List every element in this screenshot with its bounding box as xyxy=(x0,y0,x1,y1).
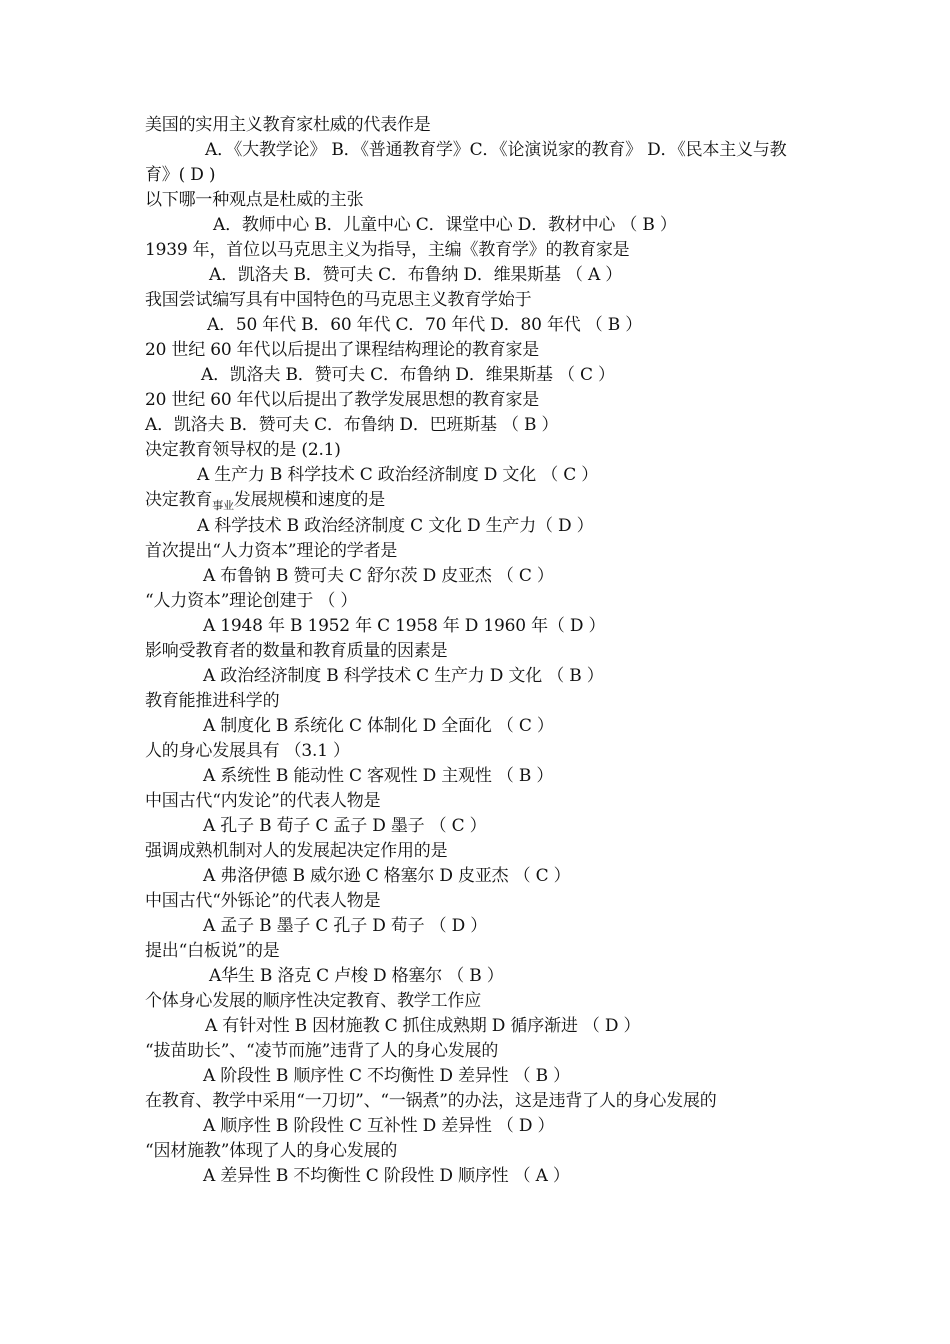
question-text: 美国的实用主义教育家杜威的代表作是 xyxy=(145,115,431,135)
question-item xyxy=(145,488,810,539)
question-text: 20 世纪 60 年代以后提出了课程结构理论的教育家是 xyxy=(145,340,540,360)
question-text: “因材施教”体现了人的身心发展的 xyxy=(145,1141,398,1161)
question-text: 个体身心发展的顺序性决定教育、教学工作应 xyxy=(145,991,481,1011)
answer-options: A 孟子 B 墨子 C 孔子 D 荀子 （ D ） xyxy=(203,916,488,936)
question-item xyxy=(145,288,810,338)
question-text: 影响受教育者的数量和教育质量的因素是 xyxy=(145,641,448,661)
question-text-part: 发展规模和速度的是 xyxy=(233,490,386,510)
answer-options: A 孔子 B 荀子 C 孟子 D 墨子 （ C ） xyxy=(203,816,487,836)
answer-options: A 布鲁钠 B 赞可夫 C 舒尔茨 D 皮亚杰 （ C ） xyxy=(203,566,554,586)
answer-options: A 1948 年 B 1952 年 C 1958 年 D 1960 年（ D ） xyxy=(203,616,606,636)
answer-options: A 政治经济制度 B 科学技术 C 生产力 D 文化 （ B ） xyxy=(203,666,604,686)
question-item xyxy=(145,739,810,789)
question-item xyxy=(145,939,810,989)
answer-options: A华生 B 洛克 C 卢梭 D 格塞尔 （ B ） xyxy=(209,966,504,986)
question-text: 20 世纪 60 年代以后提出了教学发展思想的教育家是 xyxy=(145,390,540,410)
question-item xyxy=(145,238,810,288)
question-item xyxy=(145,639,810,689)
question-text: “拔苗助长”、“凌节而施”违背了人的身心发展的 xyxy=(145,1041,499,1061)
question-item xyxy=(145,539,810,589)
question-text: 1939 年，首位以马克思主义为指导，主编《教育学》的教育家是 xyxy=(145,240,630,260)
question-text: 决定教育领导权的是 (2.1) xyxy=(145,440,341,460)
question-text: 以下哪一种观点是杜威的主张 xyxy=(145,190,364,210)
question-text: 强调成熟机制对人的发展起决定作用的是 xyxy=(145,841,448,861)
question-item xyxy=(145,188,810,238)
question-item xyxy=(145,1039,810,1089)
answer-options: A 有针对性 B 因材施教 C 抓住成熟期 D 循序渐进 （ D ） xyxy=(205,1016,641,1036)
question-item xyxy=(145,1139,810,1189)
question-item xyxy=(145,438,810,488)
answer-options: A 系统性 B 能动性 C 客观性 D 主观性 （ B ） xyxy=(203,766,554,786)
answer-options: A 科学技术 B 政治经济制度 C 文化 D 生产力（ D ） xyxy=(197,516,594,536)
question-list xyxy=(145,113,810,1189)
question-text-part: 决定教育 xyxy=(145,490,213,510)
answer-options: A．凯洛夫 B．赞可夫 C．布鲁纳 D．维果斯基 （ A ） xyxy=(209,265,623,285)
answer-options: A．凯洛夫 B．赞可夫 C．布鲁纳 D．巴班斯基 （ B ） xyxy=(145,415,559,435)
question-item xyxy=(145,589,810,639)
question-text: 在教育、教学中采用“一刀切”、“一锅煮”的办法，这是违背了人的身心发展的 xyxy=(145,1091,717,1111)
answer-options: A 差异性 B 不均衡性 C 阶段性 D 顺序性 （ A ） xyxy=(203,1166,570,1186)
question-subscript: 事业 xyxy=(212,499,234,512)
answer-options: A 生产力 B 科学技术 C 政治经济制度 D 文化 （ C ） xyxy=(197,465,599,485)
question-text: 中国古代“内发论”的代表人物是 xyxy=(145,791,381,811)
question-text xyxy=(145,488,810,514)
question-item xyxy=(145,989,810,1039)
question-text: 我国尝试编写具有中国特色的马克思主义教育学始于 xyxy=(145,290,532,310)
answer-options: A 顺序性 B 阶段性 C 互补性 D 差异性 （ D ） xyxy=(203,1116,555,1136)
question-text: 首次提出“人力资本”理论的学者是 xyxy=(145,541,398,561)
answer-options: A．凯洛夫 B．赞可夫 C．布鲁纳 D．维果斯基 （ C ） xyxy=(201,365,615,385)
answer-options: A 制度化 B 系统化 C 体制化 D 全面化 （ C ） xyxy=(203,716,554,736)
question-item xyxy=(145,1089,810,1139)
answer-options: A．教师中心 B．儿童中心 C．课堂中心 D．教材中心 （ B ） xyxy=(213,215,677,235)
question-item xyxy=(145,388,810,438)
answer-options: A 阶段性 B 顺序性 C 不均衡性 D 差异性 （ B ） xyxy=(203,1066,570,1086)
answer-options: A．《大教学论》 B．《普通教育学》C．《论演说家的教育》 D．《民本主义与教育》( D ) xyxy=(145,140,787,185)
question-text: 中国古代“外铄论”的代表人物是 xyxy=(145,891,381,911)
question-item xyxy=(145,789,810,839)
answer-options: A．50 年代 B．60 年代 C．70 年代 D．80 年代 （ B ） xyxy=(207,315,643,335)
question-item xyxy=(145,338,810,388)
answer-options: A 弗洛伊德 B 威尔逊 C 格塞尔 D 皮亚杰 （ C ） xyxy=(203,866,571,886)
question-text: 人的身心发展具有 （3.1 ） xyxy=(145,741,350,761)
question-item xyxy=(145,689,810,739)
question-item xyxy=(145,839,810,889)
question-text: 提出“白板说”的是 xyxy=(145,941,280,961)
question-text: 教育能推进科学的 xyxy=(145,691,280,711)
question-text: “人力资本”理论创建于 （ ） xyxy=(145,591,358,611)
question-item xyxy=(145,113,810,188)
question-item xyxy=(145,889,810,939)
